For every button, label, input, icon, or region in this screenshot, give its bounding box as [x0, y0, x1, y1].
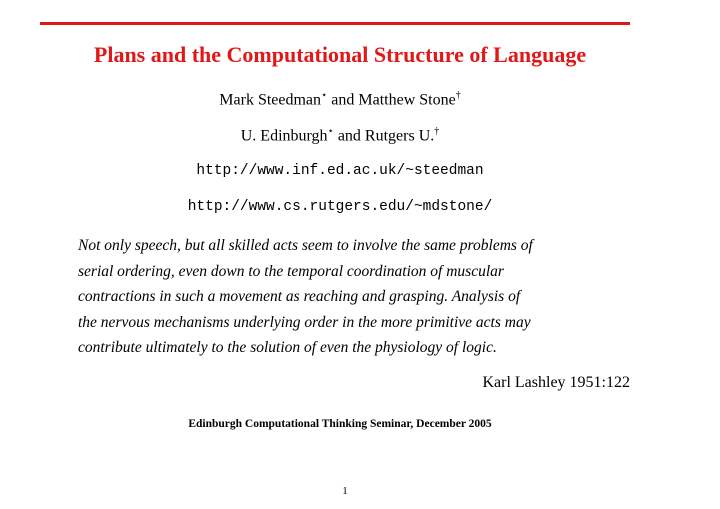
author-1-mark: ⋆ — [321, 90, 328, 101]
author-2: and Matthew Stone — [327, 91, 456, 109]
affiliations-line — [0, 126, 680, 145]
author-1: Mark Steedman — [219, 91, 322, 109]
affiliation-1: U. Edinburgh — [240, 127, 328, 145]
affiliation-2-mark: † — [434, 126, 440, 137]
page-title: Plans and the Computational Structure of Language — [93, 42, 587, 67]
quote-line: contractions in such a movement as reaching and grasping. Analysis of — [78, 288, 521, 305]
author-2-mark: † — [455, 90, 461, 101]
affiliation-2: and Rutgers U. — [333, 127, 435, 145]
seminar-footer: Edinburgh Computational Thinking Seminar, December 2005 — [188, 418, 492, 430]
page-number: 1 — [342, 485, 348, 497]
quote-line: Not only speech, but all skilled acts seem to involve the same problems of — [78, 237, 533, 254]
epigraph-quote — [78, 233, 638, 361]
quote-line: serial ordering, even down to the temporal coordination of muscular — [78, 262, 504, 280]
affiliation-1-mark: ⋆ — [327, 126, 334, 137]
url-steedman[interactable]: http://www.inf.ed.ac.uk/~steedman — [196, 163, 484, 179]
authors-line — [0, 90, 680, 109]
quote-line: contribute ultimately to the solution of even the physiology of logic. — [78, 339, 497, 356]
url-stone[interactable]: http://www.cs.rutgers.edu/~mdstone/ — [187, 199, 493, 215]
quote-attribution: Karl Lashley 1951:122 — [482, 374, 630, 391]
red-title-rule — [40, 22, 630, 25]
quote-line: the nervous mechanisms underlying order in the more primitive acts may — [78, 313, 531, 331]
